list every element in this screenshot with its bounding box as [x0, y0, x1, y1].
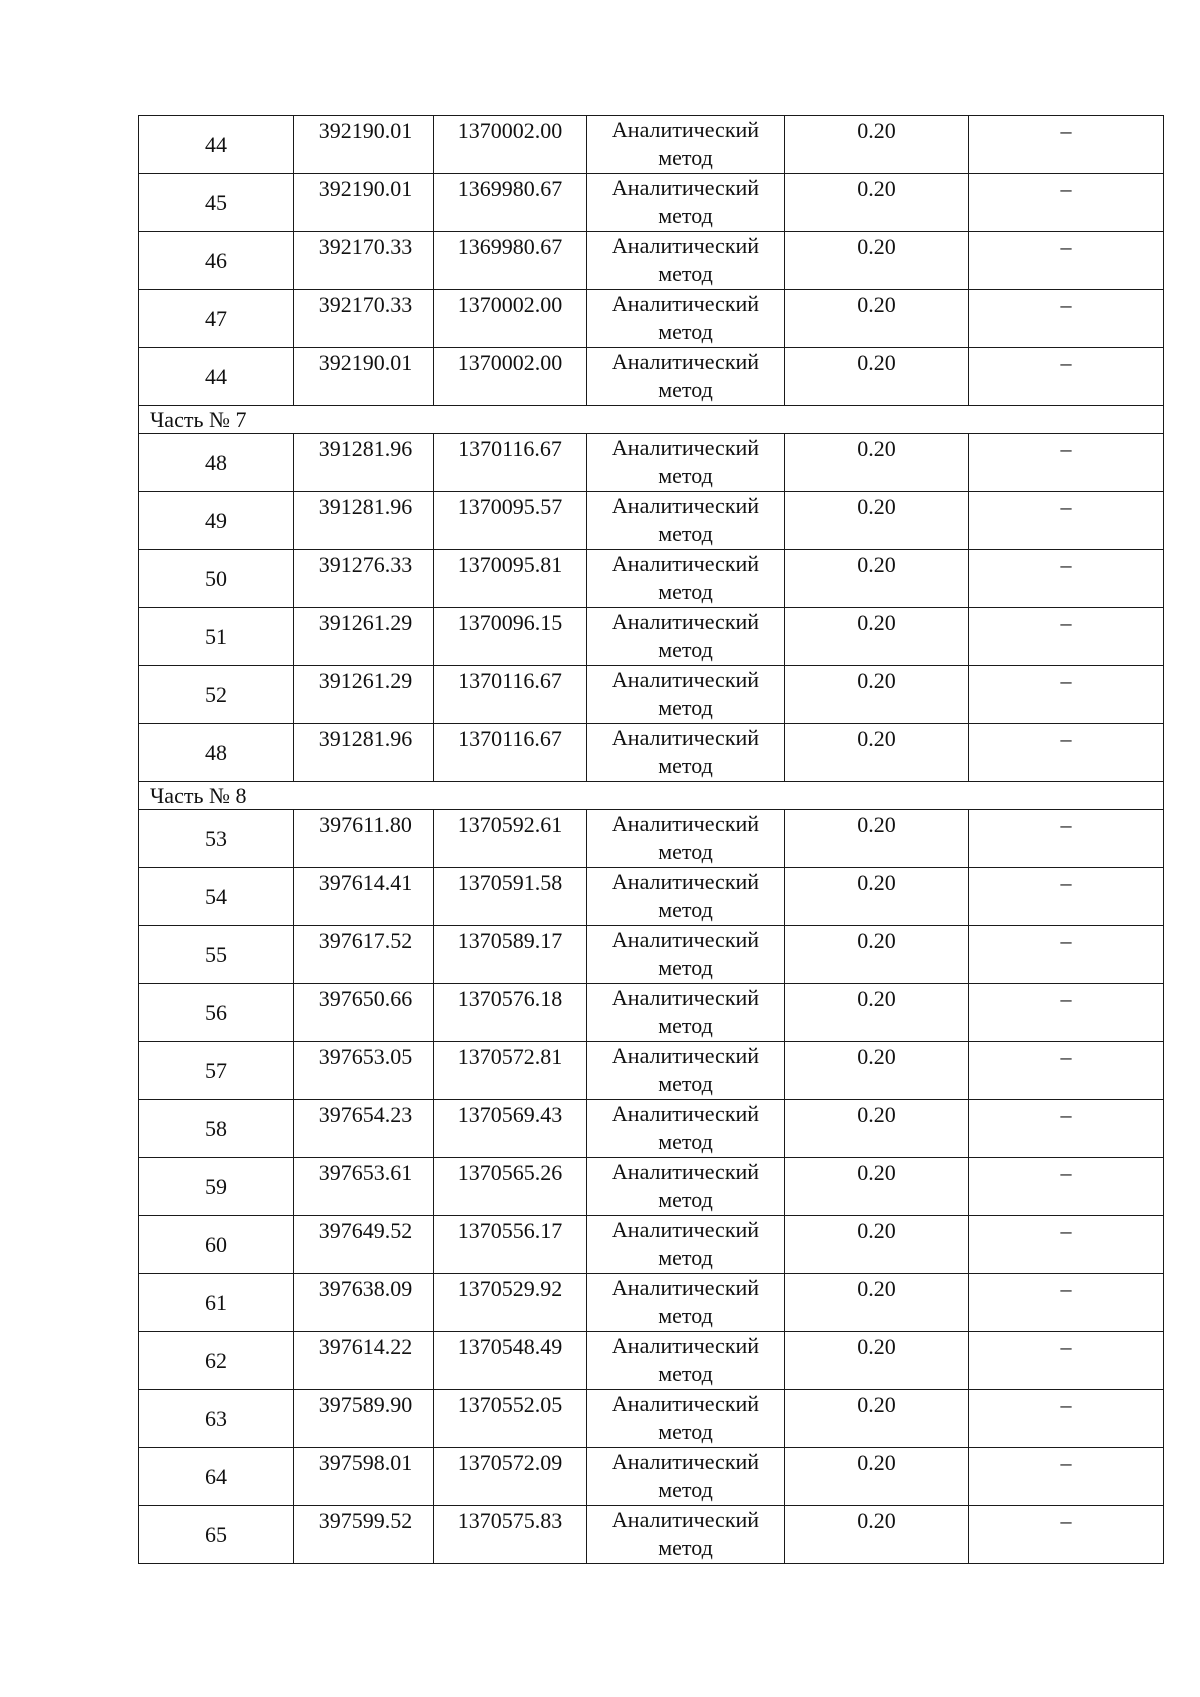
table-row [139, 810, 1164, 868]
table-row [139, 1332, 1164, 1390]
method-text-line2: метод [658, 145, 713, 170]
point-number-cell: 53 [139, 810, 294, 868]
method-text-line2: метод [658, 1129, 713, 1154]
x-coordinate-cell: 397614.41 [294, 868, 434, 926]
method-cell [587, 116, 785, 174]
method-text-line1: Аналитический [611, 1101, 760, 1126]
y-coordinate-cell: 1370116.67 [434, 434, 587, 492]
x-coordinate-cell: 397649.52 [294, 1216, 434, 1274]
description-cell: – [969, 1100, 1164, 1158]
point-number-cell: 59 [139, 1158, 294, 1216]
method-text-line2: метод [658, 1303, 713, 1328]
table-row [139, 926, 1164, 984]
method-cell [587, 724, 785, 782]
description-cell: – [969, 1158, 1164, 1216]
section-header-row [139, 406, 1164, 434]
point-number-cell: 64 [139, 1448, 294, 1506]
table-row [139, 666, 1164, 724]
description-cell: – [969, 984, 1164, 1042]
y-coordinate-cell: 1370095.81 [434, 550, 587, 608]
method-text-line2: метод [658, 1419, 713, 1444]
accuracy-cell: 0.20 [785, 434, 969, 492]
description-cell: – [969, 810, 1164, 868]
method-text-line2: метод [658, 955, 713, 980]
x-coordinate-cell: 397638.09 [294, 1274, 434, 1332]
x-coordinate-cell: 397654.23 [294, 1100, 434, 1158]
x-coordinate-cell: 397650.66 [294, 984, 434, 1042]
coordinates-table [138, 115, 1164, 1564]
x-coordinate-cell: 392170.33 [294, 232, 434, 290]
accuracy-cell: 0.20 [785, 232, 969, 290]
method-text-line1: Аналитический [611, 869, 760, 894]
x-coordinate-cell: 391261.29 [294, 666, 434, 724]
y-coordinate-cell: 1370576.18 [434, 984, 587, 1042]
y-coordinate-cell: 1370529.92 [434, 1274, 587, 1332]
point-number-cell: 44 [139, 348, 294, 406]
accuracy-cell: 0.20 [785, 724, 969, 782]
method-text-line2: метод [658, 1535, 713, 1560]
y-coordinate-cell: 1370002.00 [434, 348, 587, 406]
method-cell [587, 1274, 785, 1332]
accuracy-cell: 0.20 [785, 1332, 969, 1390]
accuracy-cell: 0.20 [785, 926, 969, 984]
description-cell: – [969, 492, 1164, 550]
point-number-cell: 50 [139, 550, 294, 608]
point-number-cell: 61 [139, 1274, 294, 1332]
accuracy-cell: 0.20 [785, 550, 969, 608]
y-coordinate-cell: 1370116.67 [434, 724, 587, 782]
x-coordinate-cell: 391281.96 [294, 492, 434, 550]
method-text-line2: метод [658, 377, 713, 402]
point-number-cell: 56 [139, 984, 294, 1042]
y-coordinate-cell: 1370569.43 [434, 1100, 587, 1158]
x-coordinate-cell: 392190.01 [294, 174, 434, 232]
table-row [139, 550, 1164, 608]
accuracy-cell: 0.20 [785, 868, 969, 926]
method-cell [587, 434, 785, 492]
accuracy-cell: 0.20 [785, 984, 969, 1042]
method-cell [587, 174, 785, 232]
method-cell [587, 868, 785, 926]
accuracy-cell: 0.20 [785, 1158, 969, 1216]
table-row [139, 348, 1164, 406]
method-cell [587, 1506, 785, 1564]
point-number-cell: 48 [139, 724, 294, 782]
description-cell: – [969, 1274, 1164, 1332]
accuracy-cell: 0.20 [785, 1100, 969, 1158]
method-cell [587, 1158, 785, 1216]
method-cell [587, 1100, 785, 1158]
point-number-cell: 44 [139, 116, 294, 174]
point-number-cell: 49 [139, 492, 294, 550]
table-row [139, 1216, 1164, 1274]
x-coordinate-cell: 392190.01 [294, 116, 434, 174]
y-coordinate-cell: 1369980.67 [434, 232, 587, 290]
method-text-line1: Аналитический [611, 927, 760, 952]
method-text-line1: Аналитический [611, 1507, 760, 1532]
x-coordinate-cell: 397598.01 [294, 1448, 434, 1506]
method-text-line1: Аналитический [611, 1043, 760, 1068]
y-coordinate-cell: 1370572.81 [434, 1042, 587, 1100]
method-text-line2: метод [658, 637, 713, 662]
description-cell: – [969, 1448, 1164, 1506]
y-coordinate-cell: 1370002.00 [434, 290, 587, 348]
y-coordinate-cell: 1370096.15 [434, 608, 587, 666]
method-text-line2: метод [658, 579, 713, 604]
section-title: Часть № 8 [139, 782, 1164, 810]
x-coordinate-cell: 397589.90 [294, 1390, 434, 1448]
table-row [139, 724, 1164, 782]
method-text-line2: метод [658, 1477, 713, 1502]
table-row [139, 984, 1164, 1042]
point-number-cell: 45 [139, 174, 294, 232]
method-cell [587, 1042, 785, 1100]
method-text-line2: метод [658, 261, 713, 286]
table-row [139, 1100, 1164, 1158]
method-cell [587, 550, 785, 608]
point-number-cell: 51 [139, 608, 294, 666]
method-text-line1: Аналитический [611, 725, 760, 750]
table-row [139, 174, 1164, 232]
description-cell: – [969, 1042, 1164, 1100]
description-cell: – [969, 174, 1164, 232]
method-text-line2: метод [658, 1245, 713, 1270]
method-text-line1: Аналитический [611, 117, 760, 142]
accuracy-cell: 0.20 [785, 116, 969, 174]
method-text-line1: Аналитический [611, 175, 760, 200]
table-row [139, 1506, 1164, 1564]
method-cell [587, 1390, 785, 1448]
method-cell [587, 810, 785, 868]
accuracy-cell: 0.20 [785, 666, 969, 724]
y-coordinate-cell: 1370565.26 [434, 1158, 587, 1216]
description-cell: – [969, 232, 1164, 290]
coordinates-table-body [139, 116, 1164, 1564]
point-number-cell: 63 [139, 1390, 294, 1448]
description-cell: – [969, 434, 1164, 492]
method-text-line1: Аналитический [611, 811, 760, 836]
y-coordinate-cell: 1370548.49 [434, 1332, 587, 1390]
method-cell [587, 290, 785, 348]
x-coordinate-cell: 392190.01 [294, 348, 434, 406]
accuracy-cell: 0.20 [785, 1506, 969, 1564]
method-text-line1: Аналитический [611, 667, 760, 692]
table-row [139, 290, 1164, 348]
method-text-line2: метод [658, 203, 713, 228]
accuracy-cell: 0.20 [785, 1390, 969, 1448]
point-number-cell: 47 [139, 290, 294, 348]
table-row [139, 1390, 1164, 1448]
method-text-line1: Аналитический [611, 349, 760, 374]
method-text-line2: метод [658, 1187, 713, 1212]
description-cell: – [969, 926, 1164, 984]
description-cell: – [969, 666, 1164, 724]
method-text-line1: Аналитический [611, 1217, 760, 1242]
method-text-line1: Аналитический [611, 551, 760, 576]
y-coordinate-cell: 1370002.00 [434, 116, 587, 174]
point-number-cell: 46 [139, 232, 294, 290]
table-row [139, 1448, 1164, 1506]
method-text-line2: метод [658, 521, 713, 546]
method-text-line1: Аналитический [611, 609, 760, 634]
accuracy-cell: 0.20 [785, 290, 969, 348]
x-coordinate-cell: 391261.29 [294, 608, 434, 666]
description-cell: – [969, 1216, 1164, 1274]
accuracy-cell: 0.20 [785, 492, 969, 550]
method-cell [587, 666, 785, 724]
method-text-line1: Аналитический [611, 1449, 760, 1474]
accuracy-cell: 0.20 [785, 810, 969, 868]
method-cell [587, 926, 785, 984]
method-cell [587, 232, 785, 290]
method-text-line1: Аналитический [611, 291, 760, 316]
y-coordinate-cell: 1370572.09 [434, 1448, 587, 1506]
y-coordinate-cell: 1370095.57 [434, 492, 587, 550]
accuracy-cell: 0.20 [785, 608, 969, 666]
method-text-line2: метод [658, 897, 713, 922]
description-cell: – [969, 608, 1164, 666]
point-number-cell: 65 [139, 1506, 294, 1564]
method-text-line2: метод [658, 839, 713, 864]
point-number-cell: 58 [139, 1100, 294, 1158]
y-coordinate-cell: 1370589.17 [434, 926, 587, 984]
y-coordinate-cell: 1369980.67 [434, 174, 587, 232]
accuracy-cell: 0.20 [785, 174, 969, 232]
y-coordinate-cell: 1370575.83 [434, 1506, 587, 1564]
method-text-line2: метод [658, 1013, 713, 1038]
method-cell [587, 1448, 785, 1506]
y-coordinate-cell: 1370552.05 [434, 1390, 587, 1448]
accuracy-cell: 0.20 [785, 1216, 969, 1274]
description-cell: – [969, 116, 1164, 174]
method-text-line1: Аналитический [611, 985, 760, 1010]
x-coordinate-cell: 392170.33 [294, 290, 434, 348]
point-number-cell: 52 [139, 666, 294, 724]
method-text-line2: метод [658, 1361, 713, 1386]
description-cell: – [969, 1506, 1164, 1564]
table-row [139, 1274, 1164, 1332]
section-header-row [139, 782, 1164, 810]
method-text-line2: метод [658, 319, 713, 344]
section-title: Часть № 7 [139, 406, 1164, 434]
method-cell [587, 1216, 785, 1274]
point-number-cell: 57 [139, 1042, 294, 1100]
accuracy-cell: 0.20 [785, 348, 969, 406]
x-coordinate-cell: 391281.96 [294, 724, 434, 782]
method-text-line2: метод [658, 695, 713, 720]
method-cell [587, 1332, 785, 1390]
method-text-line2: метод [658, 1071, 713, 1096]
point-number-cell: 54 [139, 868, 294, 926]
x-coordinate-cell: 397599.52 [294, 1506, 434, 1564]
description-cell: – [969, 868, 1164, 926]
accuracy-cell: 0.20 [785, 1274, 969, 1332]
method-text-line2: метод [658, 753, 713, 778]
description-cell: – [969, 724, 1164, 782]
description-cell: – [969, 290, 1164, 348]
x-coordinate-cell: 391281.96 [294, 434, 434, 492]
method-text-line1: Аналитический [611, 233, 760, 258]
x-coordinate-cell: 397653.05 [294, 1042, 434, 1100]
description-cell: – [969, 1390, 1164, 1448]
method-text-line2: метод [658, 463, 713, 488]
x-coordinate-cell: 397614.22 [294, 1332, 434, 1390]
method-cell [587, 984, 785, 1042]
method-text-line1: Аналитический [611, 1159, 760, 1184]
description-cell: – [969, 348, 1164, 406]
accuracy-cell: 0.20 [785, 1448, 969, 1506]
description-cell: – [969, 550, 1164, 608]
point-number-cell: 55 [139, 926, 294, 984]
table-row [139, 608, 1164, 666]
table-row [139, 1158, 1164, 1216]
y-coordinate-cell: 1370591.58 [434, 868, 587, 926]
method-text-line1: Аналитический [611, 1275, 760, 1300]
table-row [139, 868, 1164, 926]
x-coordinate-cell: 397611.80 [294, 810, 434, 868]
table-row [139, 492, 1164, 550]
table-row [139, 116, 1164, 174]
table-row [139, 232, 1164, 290]
description-cell: – [969, 1332, 1164, 1390]
x-coordinate-cell: 397653.61 [294, 1158, 434, 1216]
point-number-cell: 48 [139, 434, 294, 492]
point-number-cell: 62 [139, 1332, 294, 1390]
table-row [139, 434, 1164, 492]
accuracy-cell: 0.20 [785, 1042, 969, 1100]
y-coordinate-cell: 1370556.17 [434, 1216, 587, 1274]
method-cell [587, 348, 785, 406]
point-number-cell: 60 [139, 1216, 294, 1274]
method-cell [587, 492, 785, 550]
method-cell [587, 608, 785, 666]
y-coordinate-cell: 1370116.67 [434, 666, 587, 724]
x-coordinate-cell: 391276.33 [294, 550, 434, 608]
method-text-line1: Аналитический [611, 1333, 760, 1358]
y-coordinate-cell: 1370592.61 [434, 810, 587, 868]
method-text-line1: Аналитический [611, 435, 760, 460]
method-text-line1: Аналитический [611, 493, 760, 518]
table-row [139, 1042, 1164, 1100]
method-text-line1: Аналитический [611, 1391, 760, 1416]
x-coordinate-cell: 397617.52 [294, 926, 434, 984]
